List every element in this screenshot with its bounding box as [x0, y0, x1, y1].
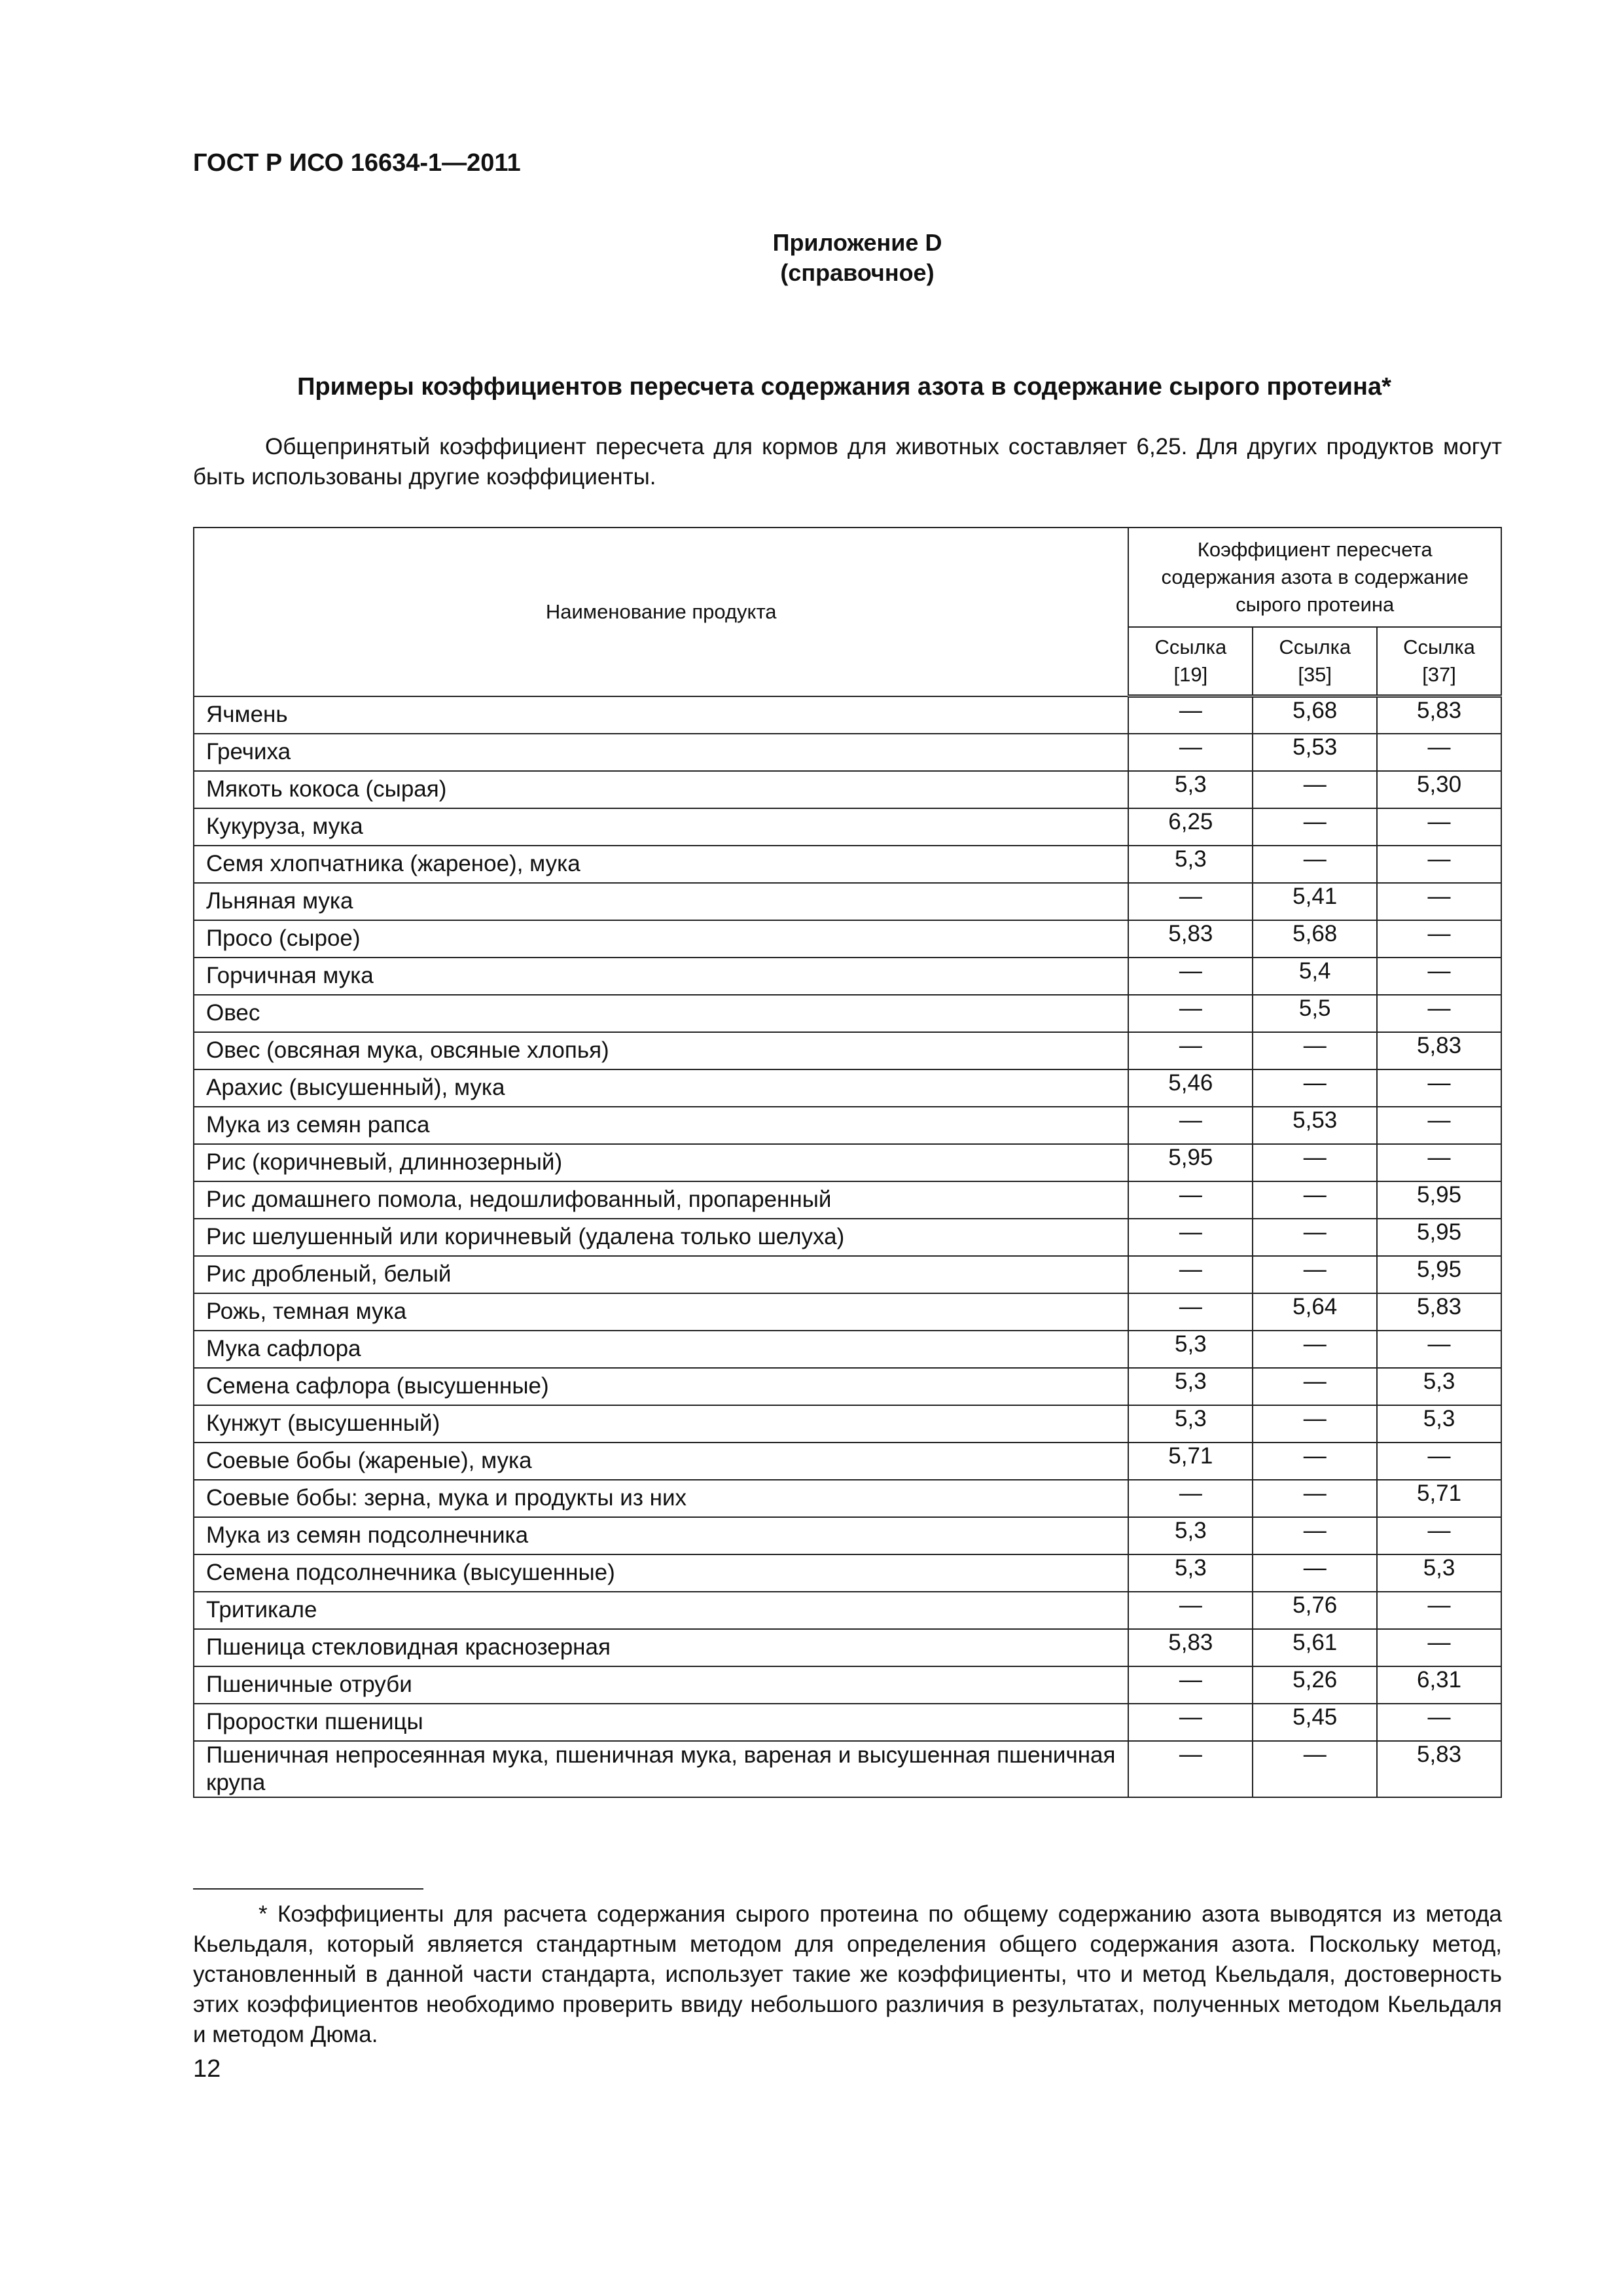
table-row — [194, 1181, 1501, 1219]
coefficient-cell: 5,95 — [1377, 1181, 1501, 1219]
coefficient-cell: 5,3 — [1128, 1517, 1253, 1554]
coefficient-cell: 5,83 — [1128, 1629, 1253, 1666]
coefficient-cell: — — [1128, 1592, 1253, 1629]
table-row — [194, 1293, 1501, 1331]
table-body — [194, 696, 1501, 1797]
coefficient-cell: — — [1253, 771, 1377, 808]
col-header-ref-37: Ссылка [37] — [1377, 627, 1501, 696]
coefficient-cell: 5,3 — [1377, 1368, 1501, 1405]
table-row — [194, 808, 1501, 846]
appendix-title: Примеры коэффициентов пересчета содержания азота в содержание сырого протеина* — [297, 373, 1391, 401]
coefficient-cell: 5,83 — [1128, 920, 1253, 958]
table-row — [194, 1443, 1501, 1480]
product-name-cell: Льняная мука — [194, 883, 1128, 920]
coefficient-cell: 5,3 — [1128, 846, 1253, 883]
coefficient-cell: — — [1253, 1032, 1377, 1069]
product-name-cell: Рис (коричневый, длиннозерный) — [194, 1144, 1128, 1181]
coefficient-cell: 5,95 — [1377, 1219, 1501, 1256]
table-row — [194, 1666, 1501, 1704]
coefficient-cell: — — [1128, 1219, 1253, 1256]
coefficient-cell: — — [1128, 1181, 1253, 1219]
product-name-cell: Просо (сырое) — [194, 920, 1128, 958]
coefficient-cell: 5,83 — [1377, 696, 1501, 734]
table-row — [194, 1144, 1501, 1181]
col-header-coefficient: Коэффициент пересчета содержания азота в содержание сырого протеина — [1128, 528, 1501, 627]
table-row — [194, 1741, 1501, 1797]
coefficient-cell: 5,95 — [1128, 1144, 1253, 1181]
coefficient-cell: — — [1253, 1069, 1377, 1107]
product-name-cell: Мука сафлора — [194, 1331, 1128, 1368]
col-header-product: Наименование продукта — [194, 528, 1128, 696]
table-row — [194, 771, 1501, 808]
coefficient-cell: — — [1377, 808, 1501, 846]
table-row — [194, 696, 1501, 734]
coefficient-cell: 5,3 — [1128, 771, 1253, 808]
coefficient-cell: 5,3 — [1377, 1554, 1501, 1592]
product-name-cell: Мука из семян подсолнечника — [194, 1517, 1128, 1554]
coefficient-cell: 5,71 — [1128, 1443, 1253, 1480]
coefficient-cell: — — [1128, 958, 1253, 995]
col-header-ref-35: Ссылка [35] — [1253, 627, 1377, 696]
table-row — [194, 734, 1501, 771]
coefficient-cell: — — [1253, 1480, 1377, 1517]
coefficient-cell: — — [1128, 883, 1253, 920]
coefficient-cell: — — [1253, 1219, 1377, 1256]
coefficient-cell: 5,3 — [1128, 1554, 1253, 1592]
coefficient-cell: 5,83 — [1377, 1032, 1501, 1069]
product-name-cell: Семена подсолнечника (высушенные) — [194, 1554, 1128, 1592]
coefficient-cell: — — [1253, 1517, 1377, 1554]
product-name-cell: Ячмень — [194, 696, 1128, 734]
product-name-cell: Пшеница стекловидная краснозерная — [194, 1629, 1128, 1666]
table-row — [194, 1405, 1501, 1443]
product-name-cell: Рожь, темная мука — [194, 1293, 1128, 1331]
product-name-cell: Овес — [194, 995, 1128, 1032]
product-name-cell: Тритикале — [194, 1592, 1128, 1629]
product-name-cell: Рис дробленый, белый — [194, 1256, 1128, 1293]
coefficient-cell: 5,46 — [1128, 1069, 1253, 1107]
product-name-cell: Мякоть кокоса (сырая) — [194, 771, 1128, 808]
coefficient-cell: 5,71 — [1377, 1480, 1501, 1517]
coefficient-cell: — — [1128, 1032, 1253, 1069]
coefficient-cell: 5,26 — [1253, 1666, 1377, 1704]
conversion-factor-table — [193, 527, 1502, 1798]
product-name-cell: Гречиха — [194, 734, 1128, 771]
coefficient-cell: — — [1128, 1107, 1253, 1144]
product-name-cell: Проростки пшеницы — [194, 1704, 1128, 1741]
table-row — [194, 1480, 1501, 1517]
coefficient-cell: — — [1253, 1256, 1377, 1293]
coefficient-cell: 5,3 — [1377, 1405, 1501, 1443]
table-row — [194, 1704, 1501, 1741]
coefficient-cell: — — [1377, 1331, 1501, 1368]
product-name-cell: Овес (овсяная мука, овсяные хлопья) — [194, 1032, 1128, 1069]
table-row — [194, 1517, 1501, 1554]
coefficient-cell: — — [1253, 1144, 1377, 1181]
product-name-cell: Рис шелушенный или коричневый (удалена только шелуха) — [194, 1219, 1128, 1256]
coefficient-cell: 5,4 — [1253, 958, 1377, 995]
product-name-cell: Соевые бобы (жареные), мука — [194, 1443, 1128, 1480]
coefficient-cell: 5,53 — [1253, 734, 1377, 771]
coefficient-cell: — — [1377, 920, 1501, 958]
table-row — [194, 1331, 1501, 1368]
table-row — [194, 1032, 1501, 1069]
coefficient-cell: — — [1128, 1480, 1253, 1517]
coefficient-cell: 5,68 — [1253, 696, 1377, 734]
coefficient-cell: — — [1128, 1256, 1253, 1293]
product-name-cell: Кукуруза, мука — [194, 808, 1128, 846]
table-row — [194, 1069, 1501, 1107]
coefficient-cell: — — [1377, 958, 1501, 995]
coefficient-cell: — — [1128, 995, 1253, 1032]
coefficient-cell: — — [1377, 1517, 1501, 1554]
annex-status: (справочное) — [780, 259, 935, 286]
coefficient-cell: — — [1253, 1405, 1377, 1443]
table-row — [194, 1368, 1501, 1405]
table-row — [194, 846, 1501, 883]
coefficient-cell: 5,45 — [1253, 1704, 1377, 1741]
product-name-cell: Рис домашнего помола, недошлифованный, пропаренный — [194, 1181, 1128, 1219]
table-row — [194, 1592, 1501, 1629]
product-name-cell: Кунжут (высушенный) — [194, 1405, 1128, 1443]
table-row — [194, 1219, 1501, 1256]
product-name-cell: Пшеничные отруби — [194, 1666, 1128, 1704]
coefficient-cell: 5,5 — [1253, 995, 1377, 1032]
coefficient-cell: 5,68 — [1253, 920, 1377, 958]
product-name-cell: Мука из семян рапса — [194, 1107, 1128, 1144]
annex-label: Приложение D — [772, 229, 942, 256]
coefficient-cell: — — [1128, 1741, 1253, 1797]
product-name-cell: Соевые бобы: зерна, мука и продукты из них — [194, 1480, 1128, 1517]
product-name-cell: Арахис (высушенный), мука — [194, 1069, 1128, 1107]
table-row — [194, 1629, 1501, 1666]
coefficient-cell: — — [1377, 1443, 1501, 1480]
standard-designation: ГОСТ Р ИСО 16634-1—2011 — [193, 149, 521, 177]
coefficient-cell: 6,31 — [1377, 1666, 1501, 1704]
table-row — [194, 1107, 1501, 1144]
table-row — [194, 920, 1501, 958]
coefficient-cell: 5,61 — [1253, 1629, 1377, 1666]
coefficient-cell: — — [1128, 734, 1253, 771]
coefficient-cell: — — [1253, 1181, 1377, 1219]
coefficient-cell: 5,30 — [1377, 771, 1501, 808]
coefficient-cell: — — [1128, 1666, 1253, 1704]
coefficient-cell: — — [1253, 1368, 1377, 1405]
coefficient-cell: 6,25 — [1128, 808, 1253, 846]
table-row — [194, 883, 1501, 920]
coefficient-cell: 5,76 — [1253, 1592, 1377, 1629]
coefficient-cell: — — [1128, 696, 1253, 734]
coefficient-cell: — — [1377, 1592, 1501, 1629]
table-row — [194, 958, 1501, 995]
coefficient-cell: — — [1253, 808, 1377, 846]
coefficient-cell: 5,41 — [1253, 883, 1377, 920]
coefficient-cell: 5,53 — [1253, 1107, 1377, 1144]
coefficient-cell: 5,83 — [1377, 1741, 1501, 1797]
coefficient-cell: 5,95 — [1377, 1256, 1501, 1293]
product-name-cell: Пшеничная непросеянная мука, пшеничная мука, вареная и высушенная пшеничная крупа — [194, 1741, 1128, 1797]
coefficient-cell: — — [1253, 1741, 1377, 1797]
coefficient-cell: — — [1128, 1293, 1253, 1331]
col-header-ref-19: Ссылка [19] — [1128, 627, 1253, 696]
coefficient-cell: — — [1377, 1629, 1501, 1666]
coefficient-cell: — — [1377, 1704, 1501, 1741]
coefficient-cell: 5,3 — [1128, 1405, 1253, 1443]
product-name-cell: Горчичная мука — [194, 958, 1128, 995]
coefficient-cell: — — [1377, 1107, 1501, 1144]
intro-paragraph: Общепринятый коэффициент пересчета для кормов для животных составляет 6,25. Для других продуктов могут быть использованы другие коэффициенты. — [193, 434, 1502, 490]
coefficient-cell: — — [1253, 846, 1377, 883]
coefficient-cell: — — [1253, 1443, 1377, 1480]
annex-heading — [0, 228, 1623, 288]
product-name-cell: Семя хлопчатника (жареное), мука — [194, 846, 1128, 883]
page-number: 12 — [193, 2055, 221, 2083]
coefficient-cell: — — [1377, 1069, 1501, 1107]
coefficient-cell: — — [1377, 734, 1501, 771]
table-row — [194, 1256, 1501, 1293]
coefficient-cell: 5,83 — [1377, 1293, 1501, 1331]
coefficient-cell: 5,3 — [1128, 1368, 1253, 1405]
coefficient-cell: — — [1253, 1331, 1377, 1368]
coefficient-cell: — — [1377, 1144, 1501, 1181]
coefficient-cell: 5,3 — [1128, 1331, 1253, 1368]
product-name-cell: Семена сафлора (высушенные) — [194, 1368, 1128, 1405]
coefficient-cell: 5,64 — [1253, 1293, 1377, 1331]
footnote-divider — [193, 1888, 423, 1890]
table-row — [194, 995, 1501, 1032]
coefficient-cell: — — [1377, 846, 1501, 883]
footnote: * Коэффициенты для расчета содержания сырого протеина по общему содержанию азота выводятся из метода Кьельдаля, который является стандартным методом для определения общего содержания азота. Поскольку метод, установленный в данной части стандарта, использует такие же коэффициенты, что и метод Кьельдаля, достоверность этих коэффициентов необходимо проверить ввиду небольшого различия в результатах, полученных методом Кьельдаля и методом Дюма. — [193, 1901, 1502, 2047]
table-row — [194, 1554, 1501, 1592]
coefficient-cell: — — [1253, 1554, 1377, 1592]
coefficient-cell: — — [1377, 883, 1501, 920]
coefficient-cell: — — [1377, 995, 1501, 1032]
coefficient-cell: — — [1128, 1704, 1253, 1741]
